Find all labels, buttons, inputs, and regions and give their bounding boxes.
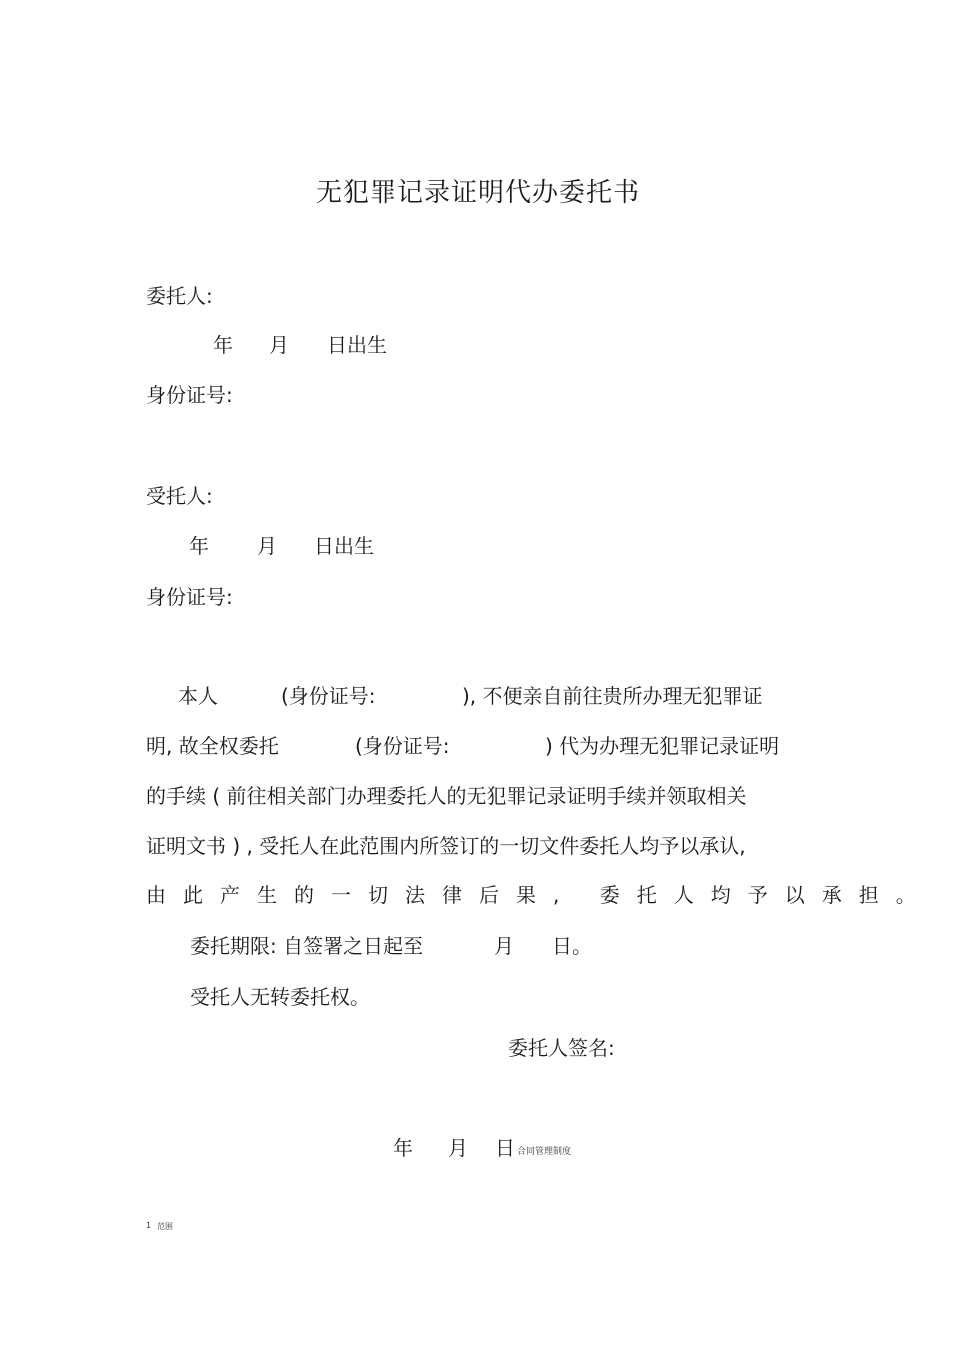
document-title: 无犯罪记录证明代办委托书 [315,178,640,208]
agent-birth-year: 年 [189,534,209,558]
body-line-1-id: (身份证号: [281,684,376,708]
date-note: 合同管理制度 [517,1147,572,1157]
footer-text: 范围 [157,1222,173,1231]
agent-id-label: 身份证号: [146,585,233,609]
date-year: 年 [393,1136,413,1160]
date-day: 日 [495,1136,515,1160]
body-line-5: 由此产生的一切法律后果, 委托人均予以承担。 [146,883,933,907]
term-start: 委托期限: 自签署之日起至 [190,934,424,958]
agent-label: 受托人: [146,484,213,508]
principal-label: 委托人: [146,284,213,308]
agent-birth-day: 日出生 [314,534,374,558]
body-line-4: 证明文书 ) , 受托人在此范围内所签订的一切文件委托人均予以承认, [146,834,746,858]
footer-number: 1 [146,1221,152,1230]
agent-birth-month: 月 [257,534,277,558]
body-line-2-end: ) 代为办理无犯罪记录证明 [545,734,780,758]
body-line-2-start: 明, 故全权委托 [146,734,279,758]
principal-birth-month: 月 [269,333,289,357]
term-month: 月 [494,934,514,958]
principal-id-label: 身份证号: [146,383,233,407]
body-line-2-id: (身份证号: [355,734,450,758]
body-line-1-start: 本人 [178,684,218,708]
signature-label: 委托人签名: [508,1036,615,1060]
principal-birth-year: 年 [213,333,233,357]
date-month: 月 [448,1136,468,1160]
principal-birth-day: 日出生 [327,333,387,357]
body-line-3: 的手续 ( 前往相关部门办理委托人的无犯罪记录证明手续并领取相关 [146,784,747,808]
no-transfer-clause: 受托人无转委托权。 [190,985,370,1009]
body-line-1-end: ), 不便亲自前往贵所办理无犯罪证 [462,684,763,708]
term-day: 日。 [552,934,592,958]
